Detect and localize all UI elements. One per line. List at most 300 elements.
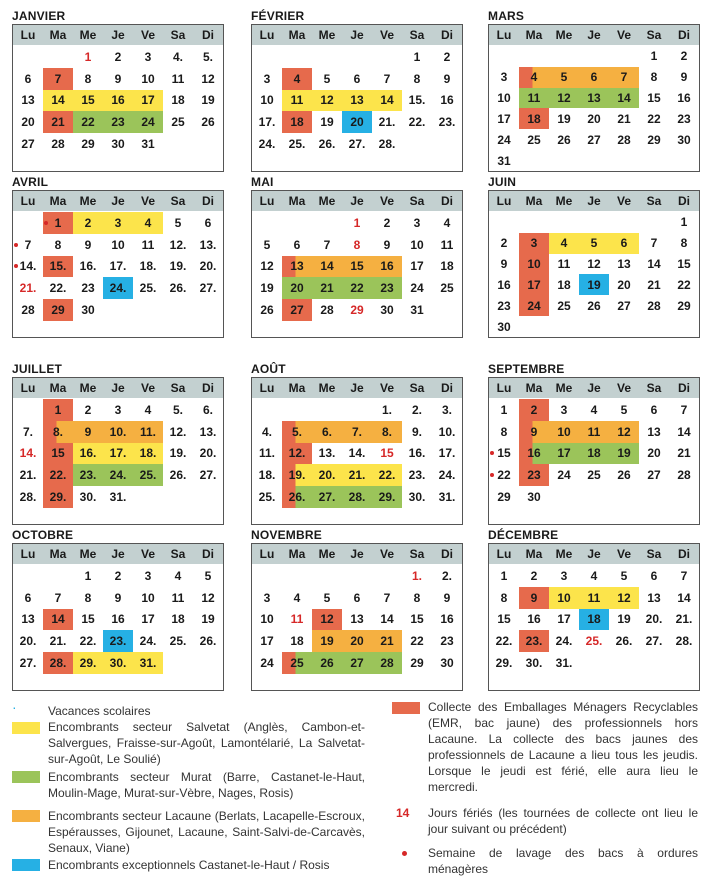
- empty-cell: [549, 486, 579, 508]
- day-cell: 6.: [312, 421, 342, 443]
- day-cell: 10: [260, 93, 274, 108]
- day-cell: 10: [260, 612, 274, 627]
- weekday-label: Sa: [409, 194, 425, 208]
- day-cell: 28: [647, 298, 661, 313]
- day-cell: 2: [530, 568, 538, 583]
- day-cell: 1: [500, 402, 508, 417]
- empty-cell: [489, 46, 519, 67]
- week-row: [252, 68, 462, 90]
- day-cell: 27.: [645, 634, 663, 649]
- weekday-label: Ma: [525, 547, 543, 561]
- green-swatch: [12, 771, 40, 783]
- weekday-label: Me: [318, 28, 336, 42]
- day-cell: 19: [579, 274, 609, 295]
- empty-cell: [549, 46, 579, 67]
- empty-cell: [519, 150, 549, 171]
- legend-feries: Jours fériés (les tournées de collecte ont lieu le jour suivant ou précédent): [428, 806, 698, 836]
- week-row: [13, 464, 223, 486]
- week-row: [13, 565, 223, 587]
- day-cell: 3: [144, 568, 152, 583]
- day-cell: 18.: [133, 443, 163, 465]
- day-cell: 10: [549, 587, 579, 609]
- day-cell: 16.: [408, 446, 426, 461]
- day-cell: 21: [372, 630, 402, 652]
- day-cell: 19: [201, 93, 215, 108]
- weekday-label: Sa: [170, 194, 186, 208]
- day-cell: 12: [201, 590, 215, 605]
- day-cell: 16: [440, 612, 454, 627]
- weekday-label: Ma: [49, 194, 67, 208]
- day-cell: 4: [174, 568, 182, 583]
- day-cell: 26.: [169, 468, 187, 483]
- day-cell: 29: [677, 298, 691, 313]
- day-cell: 30: [677, 132, 691, 147]
- week-row: [252, 277, 462, 299]
- day-cell: 12: [260, 259, 274, 274]
- week-row: [489, 464, 699, 486]
- day-cell: 21.: [675, 612, 693, 627]
- day-cell: 8.: [43, 421, 73, 443]
- day-cell: 22.: [372, 464, 402, 486]
- day-cell: 5.: [172, 402, 183, 417]
- day-cell: 22.: [43, 464, 73, 486]
- week-row: [13, 277, 223, 299]
- day-cell: 8: [413, 590, 421, 605]
- weekday-label: Je: [111, 28, 125, 42]
- day-cell: 2: [500, 236, 508, 251]
- week-row: [489, 421, 699, 443]
- week-row: [13, 234, 223, 256]
- day-cell: 3: [114, 402, 122, 417]
- day-cell: 11: [282, 90, 312, 112]
- month-3: [488, 8, 700, 172]
- weekday-label: Di: [678, 547, 690, 561]
- day-cell: 3: [413, 215, 421, 230]
- week-row: [13, 652, 223, 674]
- weekday-label: Ve: [616, 194, 631, 208]
- weekday-label: Me: [79, 547, 97, 561]
- day-cell: 11.: [133, 421, 163, 443]
- day-cell: 6: [609, 233, 639, 254]
- day-cell: 25.: [585, 634, 603, 649]
- weekday-label: Lu: [496, 547, 512, 561]
- weekday-label: Je: [111, 194, 125, 208]
- month-title: JUIN: [488, 175, 517, 189]
- day-cell: 14: [43, 609, 73, 631]
- day-cell: 15: [647, 91, 661, 106]
- day-cell: 6.: [202, 402, 213, 417]
- day-cell: 14.: [13, 256, 43, 278]
- day-cell: 24: [557, 468, 571, 483]
- washing-dot-icon: [490, 451, 494, 455]
- day-cell: 29.: [495, 656, 513, 671]
- day-cell: 21.: [19, 468, 37, 483]
- day-cell: 15: [81, 612, 95, 627]
- day-cell: 31: [497, 153, 511, 168]
- legend-vacances-label: Vacances scolaires: [48, 704, 151, 718]
- day-cell: 20: [647, 446, 661, 461]
- weekday-label: Je: [111, 547, 125, 561]
- day-cell: 24: [497, 132, 511, 147]
- day-cell: 7.: [22, 424, 33, 439]
- day-cell: 9: [84, 237, 92, 252]
- day-cell: 24: [260, 656, 274, 671]
- day-cell: 13: [21, 612, 35, 627]
- week-row: [489, 108, 699, 129]
- day-cell: 18.: [139, 259, 157, 274]
- day-cell: 8: [54, 237, 62, 252]
- empty-cell: [252, 212, 282, 234]
- week-row: [489, 652, 699, 674]
- weekday-label: Ve: [140, 28, 155, 42]
- day-cell: 9: [73, 421, 103, 443]
- day-cell: 25: [527, 132, 541, 147]
- day-cell: 26.: [282, 486, 312, 508]
- day-cell: 13: [21, 93, 35, 108]
- day-cell: 14: [677, 590, 691, 605]
- weekday-label: Di: [441, 381, 453, 395]
- weekday-label: Di: [678, 194, 690, 208]
- day-cell: 8: [500, 424, 508, 439]
- day-cell: 20: [282, 277, 312, 299]
- day-cell: 20.: [199, 446, 217, 461]
- day-cell: 17: [549, 443, 579, 465]
- month-title: JUILLET: [12, 362, 63, 376]
- day-cell: 30.: [79, 490, 97, 505]
- day-cell: 21: [43, 111, 73, 133]
- day-cell: 13.: [199, 424, 217, 439]
- empty-cell: [579, 316, 609, 337]
- empty-cell: [609, 486, 639, 508]
- empty-cell: [163, 299, 193, 321]
- empty-cell: [13, 212, 43, 234]
- day-cell: 7.: [342, 421, 372, 443]
- empty-cell: [549, 150, 579, 171]
- day-cell: 28.: [378, 137, 396, 152]
- empty-cell: [43, 565, 73, 587]
- day-cell: 31.: [555, 656, 573, 671]
- day-cell: 16: [527, 612, 541, 627]
- month-grid: [12, 543, 224, 691]
- day-cell: 31: [410, 303, 424, 318]
- day-cell: 1.: [381, 402, 392, 417]
- day-cell: 5: [323, 590, 331, 605]
- day-cell: 21.: [378, 115, 396, 130]
- week-row: [13, 90, 223, 112]
- day-cell: 9: [519, 587, 549, 609]
- week-row: [13, 299, 223, 321]
- day-cell: 11: [290, 612, 304, 627]
- empty-cell: [13, 46, 43, 68]
- day-cell: 26.: [199, 634, 217, 649]
- week-row: [13, 421, 223, 443]
- legend-emr: Collecte des Emballages Ménagers Recyclables (EMR, bac jaune) des professionnels hors Lacaune. La collecte des bacs jaunes des professionnels de Lacaune a lieu tous les jeudis. Lorsque le jeudi est férié, elle aura lieu le mercredi.: [428, 700, 698, 794]
- day-cell: 16.: [79, 259, 97, 274]
- day-cell: 9: [383, 237, 391, 252]
- week-row: [252, 443, 462, 465]
- week-row: [489, 88, 699, 109]
- weekday-header: [252, 544, 462, 564]
- day-cell: 21: [617, 111, 631, 126]
- day-cell: 5: [174, 215, 182, 230]
- month-title: MARS: [488, 9, 525, 23]
- month-grid: [251, 543, 463, 691]
- day-cell: 17: [557, 612, 571, 627]
- day-cell: 19.: [282, 464, 312, 486]
- month-1: [12, 8, 224, 172]
- empty-cell: [282, 212, 312, 234]
- day-cell: 13: [579, 88, 609, 109]
- month-6: [488, 174, 700, 338]
- weekday-label: Je: [587, 547, 601, 561]
- week-row: [252, 234, 462, 256]
- day-cell: 27.: [19, 656, 37, 671]
- day-cell: 14: [677, 424, 691, 439]
- day-cell: 16.: [73, 443, 103, 465]
- weekday-label: Di: [202, 381, 214, 395]
- day-cell: 25: [282, 652, 312, 674]
- day-cell: 1: [84, 49, 92, 64]
- empty-cell: [669, 150, 699, 171]
- weekday-label: Me: [555, 28, 573, 42]
- day-cell: 8: [353, 237, 361, 252]
- weekday-label: Ve: [379, 194, 394, 208]
- vacation-dot-icon: ·: [12, 699, 17, 715]
- weekday-label: Di: [202, 28, 214, 42]
- week-row: [489, 565, 699, 587]
- day-cell: 31.: [133, 652, 163, 674]
- day-cell: 13: [647, 590, 661, 605]
- day-cell: 18: [171, 612, 185, 627]
- day-cell: 5: [263, 237, 271, 252]
- day-cell: 13: [350, 612, 364, 627]
- week-row: [13, 212, 223, 234]
- weekday-header: [252, 25, 462, 45]
- empty-cell: [282, 46, 312, 68]
- day-cell: 18: [290, 634, 304, 649]
- day-cell: 2.: [441, 568, 452, 583]
- day-cell: 16: [677, 91, 691, 106]
- month-grid: [488, 190, 700, 338]
- weekday-label: Lu: [20, 194, 36, 208]
- day-cell: 3.: [441, 402, 452, 417]
- day-cell: 19.: [169, 259, 187, 274]
- day-cell: 14.: [19, 446, 37, 461]
- day-cell: 19: [260, 281, 274, 296]
- day-cell: 12.: [169, 237, 187, 252]
- day-cell: 29.: [43, 486, 73, 508]
- week-row: [252, 399, 462, 421]
- weekday-label: Ma: [49, 381, 67, 395]
- day-cell: 7: [609, 67, 639, 88]
- weekday-label: Me: [318, 381, 336, 395]
- week-row: [489, 295, 699, 316]
- day-cell: 24: [133, 111, 163, 133]
- weekday-label: Je: [350, 28, 364, 42]
- day-cell: 9: [443, 71, 451, 86]
- month-grid: [251, 190, 463, 338]
- day-cell: 20.: [312, 464, 342, 486]
- day-cell: 16: [103, 90, 133, 112]
- week-row: [13, 630, 223, 652]
- month-grid: [12, 190, 224, 338]
- day-cell: 7: [680, 568, 688, 583]
- empty-cell: [282, 399, 312, 421]
- red-swatch: [392, 702, 420, 714]
- day-cell: 27.: [312, 486, 342, 508]
- day-cell: 1: [353, 215, 361, 230]
- day-cell: 14: [609, 88, 639, 109]
- day-cell: 15: [410, 612, 424, 627]
- weekday-label: Di: [202, 194, 214, 208]
- day-cell: 28: [677, 468, 691, 483]
- day-cell: 17.: [103, 443, 133, 465]
- day-cell: 30.: [103, 652, 133, 674]
- week-row: [13, 111, 223, 133]
- day-cell: 27.: [199, 468, 217, 483]
- weekday-header: [489, 378, 699, 398]
- empty-cell: [579, 46, 609, 67]
- day-cell: 29: [497, 490, 511, 505]
- day-cell: 15: [380, 446, 394, 461]
- weekday-label: Je: [587, 28, 601, 42]
- empty-cell: [519, 46, 549, 67]
- month-9: [488, 361, 700, 525]
- legend-lacaune: Encombrants secteur Lacaune (Berlats, Lacapelle-Escroux, Espérausses, Gijounet, Lacaune, Saint-Salvi-de-Carcavès, Senaux, Viane): [48, 809, 365, 855]
- day-cell: 16: [372, 256, 402, 278]
- day-cell: 17: [497, 111, 511, 126]
- day-cell: 11: [519, 88, 549, 109]
- weekday-header: [489, 25, 699, 45]
- day-cell: 4: [293, 590, 301, 605]
- month-12: [488, 527, 700, 691]
- weekday-label: Ve: [140, 547, 155, 561]
- day-cell: 14: [312, 256, 342, 278]
- day-cell: 30: [380, 303, 394, 318]
- day-cell: 7: [43, 68, 73, 90]
- day-cell: 22: [410, 634, 424, 649]
- day-cell: 6: [204, 215, 212, 230]
- day-cell: 19: [312, 630, 342, 652]
- day-cell: 28.: [675, 634, 693, 649]
- day-cell: 27: [342, 652, 372, 674]
- empty-cell: [282, 565, 312, 587]
- day-cell: 16: [497, 277, 511, 292]
- empty-cell: [312, 565, 342, 587]
- day-cell: 17: [410, 259, 424, 274]
- day-cell: 26.: [615, 634, 633, 649]
- day-cell: 25.: [288, 137, 306, 152]
- day-cell: 18: [519, 108, 549, 129]
- day-cell: 20.: [19, 634, 37, 649]
- day-cell: 9.: [411, 424, 422, 439]
- day-cell: 18: [282, 111, 312, 133]
- day-cell: 2: [443, 49, 451, 64]
- day-cell: 15: [43, 443, 73, 465]
- day-cell: 23.: [519, 630, 549, 652]
- week-row: [489, 316, 699, 337]
- empty-cell: [312, 399, 342, 421]
- day-cell: 15: [677, 257, 691, 272]
- day-cell: 21.: [49, 634, 67, 649]
- month-7: [12, 361, 224, 525]
- day-cell: 28: [372, 652, 402, 674]
- weekday-label: Ve: [616, 547, 631, 561]
- week-row: [489, 443, 699, 465]
- day-cell: 21.: [19, 281, 37, 296]
- day-cell: 15: [342, 256, 372, 278]
- day-cell: 20: [617, 277, 631, 292]
- week-row: [13, 443, 223, 465]
- day-cell: 10: [497, 91, 511, 106]
- day-cell: 13.: [199, 237, 217, 252]
- day-cell: 27.: [348, 137, 366, 152]
- day-cell: 20: [342, 630, 372, 652]
- empty-cell: [252, 46, 282, 68]
- day-cell: 10: [111, 237, 125, 252]
- day-cell: 25.: [139, 281, 157, 296]
- empty-cell: [193, 652, 223, 674]
- empty-cell: [402, 133, 432, 155]
- day-cell: 12: [587, 257, 601, 272]
- month-10: [12, 527, 224, 691]
- empty-cell: [639, 316, 669, 337]
- day-cell: 1: [650, 49, 658, 64]
- empty-cell: [372, 565, 402, 587]
- day-cell: 11: [579, 421, 609, 443]
- empty-cell: [312, 212, 342, 234]
- empty-cell: [342, 399, 372, 421]
- day-cell: 27: [647, 468, 661, 483]
- weekday-label: Ve: [616, 28, 631, 42]
- day-cell: 5: [579, 233, 609, 254]
- day-cell: 25: [171, 115, 185, 130]
- day-cell: 29: [81, 137, 95, 152]
- day-cell: 9: [500, 257, 508, 272]
- empty-cell: [163, 486, 193, 508]
- weekday-label: Ma: [525, 194, 543, 208]
- weekday-label: Sa: [646, 547, 662, 561]
- empty-cell: [579, 212, 609, 233]
- day-cell: 22: [677, 277, 691, 292]
- week-row: [252, 111, 462, 133]
- weekday-header: [489, 191, 699, 211]
- day-cell: 26: [557, 132, 571, 147]
- day-cell: 18: [579, 443, 609, 465]
- empty-cell: [342, 46, 372, 68]
- empty-cell: [609, 316, 639, 337]
- day-cell: 14: [43, 90, 73, 112]
- week-row: [489, 46, 699, 67]
- day-cell: 10: [410, 237, 424, 252]
- day-cell: 18: [440, 259, 454, 274]
- day-cell: 19: [320, 115, 334, 130]
- day-cell: 4: [443, 215, 451, 230]
- day-cell: 3: [500, 70, 508, 85]
- month-11: [251, 527, 463, 691]
- day-cell: 23: [440, 634, 454, 649]
- day-cell: 1: [84, 568, 92, 583]
- empty-cell: [432, 299, 462, 321]
- empty-cell: [549, 316, 579, 337]
- week-row: [13, 587, 223, 609]
- empty-cell: [252, 565, 282, 587]
- day-cell: 8: [413, 71, 421, 86]
- weekday-label: Je: [350, 381, 364, 395]
- day-cell: 9: [519, 421, 549, 443]
- orange-swatch: [12, 810, 40, 822]
- day-cell: 2: [114, 49, 122, 64]
